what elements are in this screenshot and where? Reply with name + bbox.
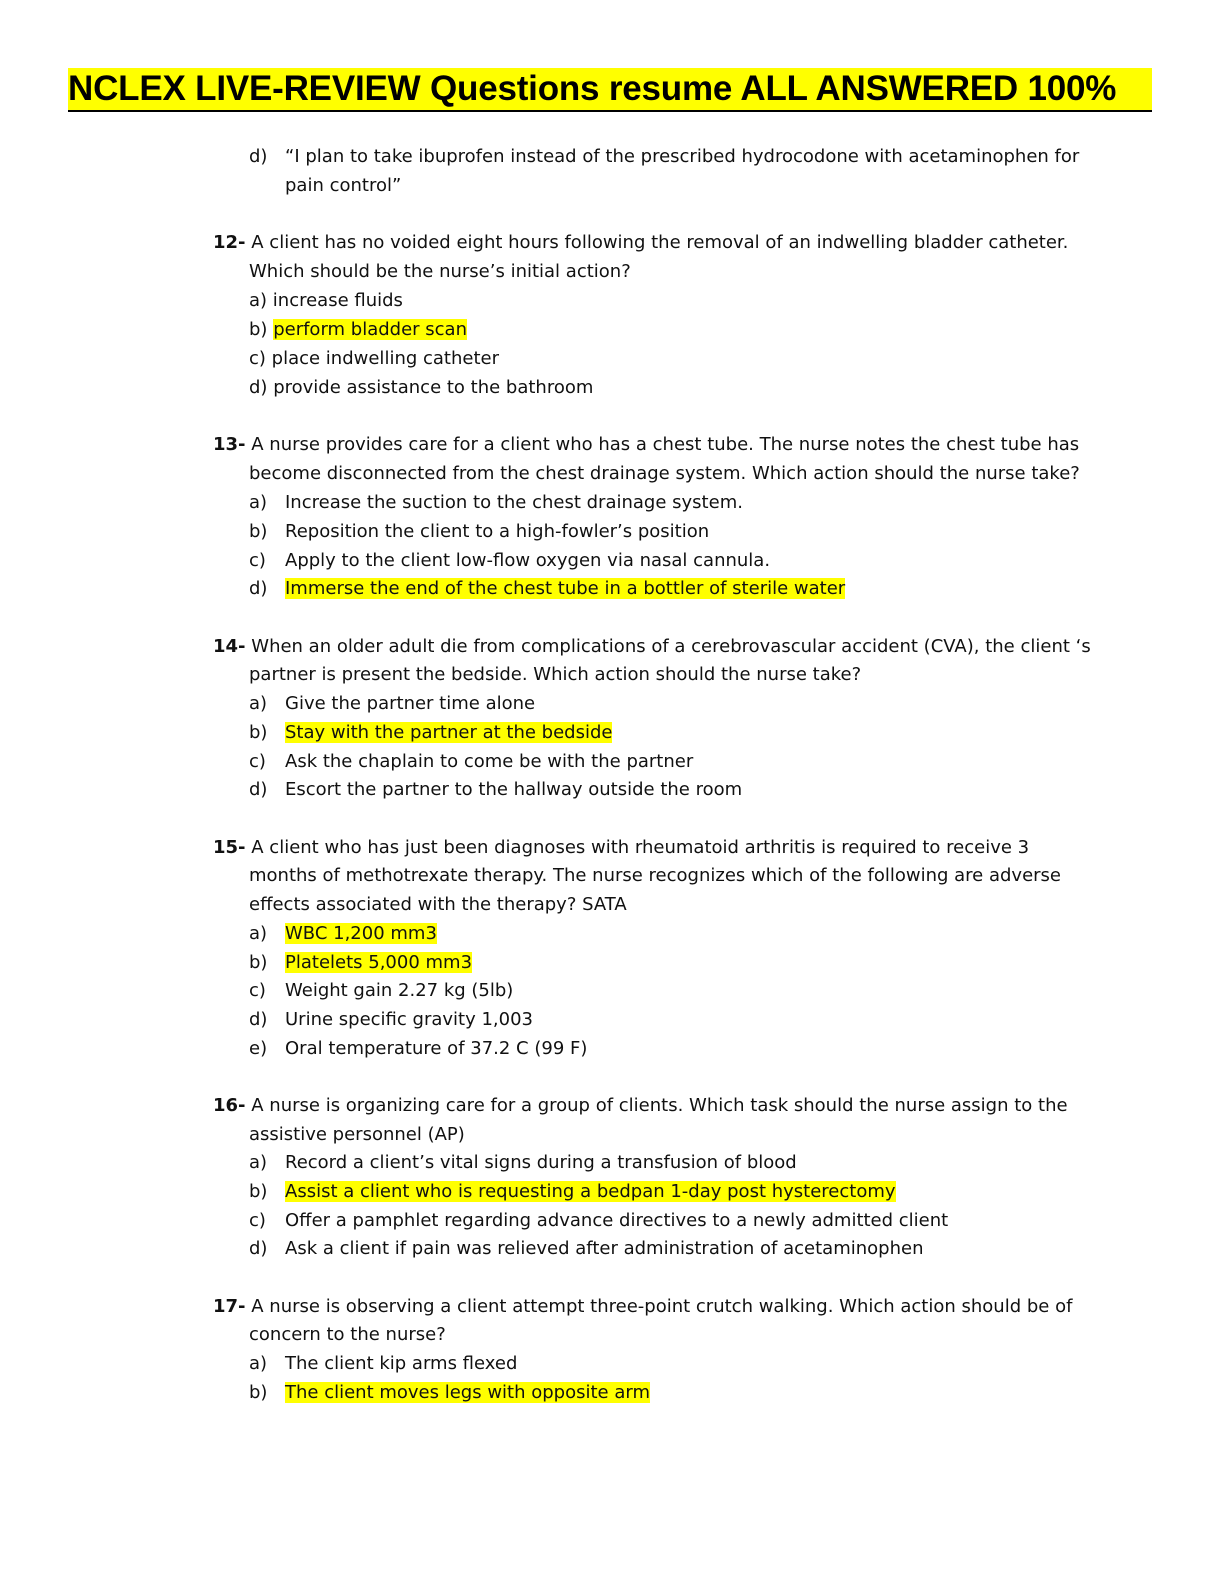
question-stem: When an older adult die from complications of a cerebrovascular accident (CVA), the client ‘s (251, 636, 1091, 657)
question-14-option-b (249, 720, 612, 746)
document-title-banner (68, 68, 1152, 112)
question-15-stem-line-3 (249, 892, 627, 918)
option-letter: b) (249, 319, 268, 340)
option-letter: b) (249, 1382, 268, 1403)
question-stem: months of methotrexate therapy. The nurse recognizes which of the following are adverse (249, 865, 1061, 886)
option-text: “I plan to take ibuprofen instead of the prescribed hydrocodone with acetaminophen for (285, 146, 1080, 167)
question-stem: A client has no voided eight hours following the removal of an indwelling bladder catheter. (251, 232, 1069, 253)
option-letter: d) (249, 146, 268, 167)
option-text: Oral temperature of 37.2 C (99 F) (285, 1038, 588, 1059)
question-stem: A client who has just been diagnoses with rheumatoid arthritis is required to receive 3 (251, 837, 1030, 858)
question-12-stem-line-1 (213, 230, 1068, 256)
option-text: Record a client’s vital signs during a transfusion of blood (285, 1152, 797, 1173)
prev-option-d (249, 144, 1079, 170)
option-letter: c) (249, 550, 266, 571)
question-number: 17- (213, 1296, 246, 1317)
question-stem: become disconnected from the chest drainage system. Which action should the nurse take? (249, 463, 1080, 484)
question-stem: A nurse is observing a client attempt three-point crutch walking. Which action should be of (251, 1296, 1073, 1317)
question-16-option-c (249, 1208, 948, 1234)
option-letter: d) (249, 578, 268, 599)
question-number: 15- (213, 837, 246, 858)
question-14-option-a (249, 691, 535, 717)
question-12-option-c (249, 346, 499, 372)
question-16-option-a (249, 1150, 797, 1176)
question-stem: A nurse provides care for a client who has a chest tube. The nurse notes the chest tube has (251, 434, 1080, 455)
question-stem: assistive personnel (AP) (249, 1124, 465, 1145)
option-letter: b) (249, 722, 268, 743)
option-text: Increase the suction to the chest drainage system. (285, 492, 743, 513)
question-stem: A nurse is organizing care for a group of clients. Which task should the nurse assign to the (251, 1095, 1068, 1116)
question-13-option-b (249, 519, 709, 545)
question-14-stem-line-1 (213, 634, 1091, 660)
question-16-option-b (249, 1179, 896, 1205)
question-13-option-d (249, 576, 845, 602)
question-12-stem-line-2 (249, 259, 631, 285)
option-text-highlighted: WBC 1,200 mm3 (285, 923, 437, 944)
question-12-option-b (249, 317, 467, 343)
question-14-option-c (249, 749, 693, 775)
option-letter: d) (249, 377, 268, 398)
question-number: 13- (213, 434, 246, 455)
option-letter: b) (249, 521, 268, 542)
option-letter: a) (249, 923, 268, 944)
question-16-stem-line-1 (213, 1093, 1068, 1119)
question-stem: partner is present the bedside. Which action should the nurse take? (249, 664, 862, 685)
question-13-option-c (249, 548, 770, 574)
option-text: Apply to the client low-flow oxygen via nasal cannula. (285, 550, 771, 571)
option-text: provide assistance to the bathroom (273, 377, 594, 398)
option-text: Offer a pamphlet regarding advance directives to a newly admitted client (285, 1210, 949, 1231)
option-letter: e) (249, 1038, 268, 1059)
prev-option-d-continued (285, 173, 401, 199)
option-letter: b) (249, 1181, 268, 1202)
question-17-stem-line-2 (249, 1322, 446, 1348)
option-text: Urine specific gravity 1,003 (285, 1009, 533, 1030)
option-letter: a) (249, 290, 268, 311)
question-number: 14- (213, 636, 246, 657)
option-letter: a) (249, 693, 268, 714)
option-letter: a) (249, 1152, 268, 1173)
question-15-option-b (249, 950, 472, 976)
question-stem: concern to the nurse? (249, 1324, 446, 1345)
question-stem: Which should be the nurse’s initial action? (249, 261, 631, 282)
question-number: 12- (213, 232, 246, 253)
document-title: NCLEX LIVE-REVIEW Questions resume ALL ANSWERED 100% (68, 69, 1117, 108)
option-letter: a) (249, 1353, 268, 1374)
question-12-option-a (249, 288, 403, 314)
question-14-stem-line-2 (249, 662, 861, 688)
option-text-highlighted: Platelets 5,000 mm3 (285, 952, 473, 973)
question-17-stem-line-1 (213, 1294, 1072, 1320)
option-text-highlighted: Assist a client who is requesting a bedpan 1-day post hysterectomy (285, 1181, 896, 1202)
option-letter: c) (249, 348, 266, 369)
option-text-highlighted: Stay with the partner at the bedside (285, 722, 613, 743)
option-text-highlighted: perform bladder scan (273, 319, 467, 340)
question-15-option-a (249, 921, 437, 947)
option-text: Ask the chaplain to come be with the partner (285, 751, 694, 772)
question-stem: effects associated with the therapy? SATA (249, 894, 627, 915)
option-text: The client kip arms flexed (285, 1353, 518, 1374)
option-letter: c) (249, 980, 266, 1001)
option-text: Reposition the client to a high-fowler’s position (285, 521, 710, 542)
option-text-highlighted: The client moves legs with opposite arm (285, 1382, 651, 1403)
option-letter: d) (249, 779, 268, 800)
option-letter: c) (249, 1210, 266, 1231)
option-letter: a) (249, 492, 268, 513)
option-letter: d) (249, 1238, 268, 1259)
option-text: Escort the partner to the hallway outside the room (285, 779, 743, 800)
question-15-stem-line-1 (213, 835, 1029, 861)
option-text: Weight gain 2.27 kg (5lb) (285, 980, 514, 1001)
question-13-stem-line-2 (249, 461, 1080, 487)
option-text-highlighted: Immerse the end of the chest tube in a bottler of sterile water (285, 578, 846, 599)
option-text: increase fluids (272, 290, 403, 311)
option-letter: c) (249, 751, 266, 772)
question-number: 16- (213, 1095, 246, 1116)
question-15-option-d (249, 1007, 533, 1033)
question-17-option-b (249, 1380, 650, 1406)
question-16-stem-line-2 (249, 1122, 465, 1148)
question-16-option-d (249, 1236, 923, 1262)
question-15-option-e (249, 1036, 587, 1062)
question-12-option-d (249, 375, 593, 401)
question-15-option-c (249, 978, 513, 1004)
option-text: pain control” (285, 175, 402, 196)
question-13-option-a (249, 490, 743, 516)
option-text: Give the partner time alone (285, 693, 536, 714)
question-17-option-a (249, 1351, 517, 1377)
question-14-option-d (249, 777, 742, 803)
option-text: place indwelling catheter (271, 348, 499, 369)
option-text: Ask a client if pain was relieved after administration of acetaminophen (285, 1238, 924, 1259)
question-15-stem-line-2 (249, 863, 1061, 889)
question-13-stem-line-1 (213, 432, 1079, 458)
option-letter: d) (249, 1009, 268, 1030)
option-letter: b) (249, 952, 268, 973)
